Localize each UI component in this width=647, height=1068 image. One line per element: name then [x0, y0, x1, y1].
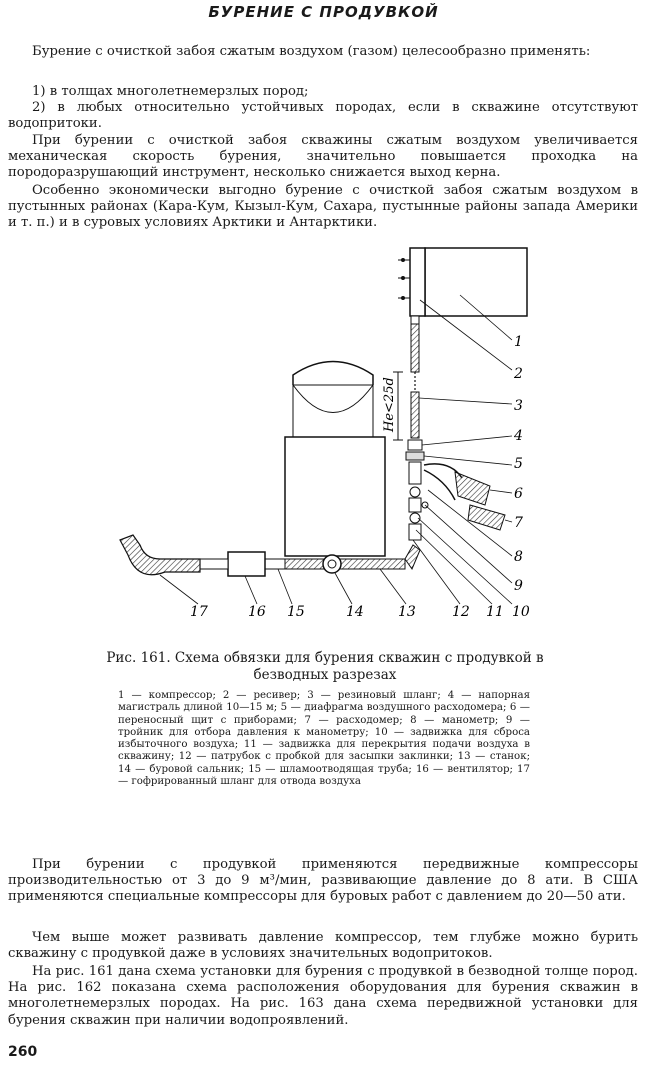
label-10: 10 — [512, 604, 530, 620]
label-17: 17 — [190, 604, 208, 620]
page-number: 260 — [8, 1044, 38, 1060]
paragraph-pressure: Чем выше может развивать давление компрессор, тем глубже можно бурить скважину с продувкой даже в условиях значительных водопритоков. — [8, 930, 638, 962]
label-8: 8 — [514, 549, 523, 565]
label-2: 2 — [514, 366, 523, 382]
label-5: 5 — [514, 456, 523, 472]
label-6: 6 — [514, 486, 523, 502]
page-title: БУРЕНИЕ С ПРОДУВКОЙ — [208, 3, 439, 21]
label-15: 15 — [287, 604, 305, 620]
paragraph-intro: Бурение с очисткой забоя сжатым воздухом (газом) целесообразно применять: — [32, 44, 591, 59]
compressor-icon — [425, 248, 527, 316]
drill-swivel-icon — [323, 555, 341, 573]
pressure-line — [411, 392, 419, 438]
drilling-rig-icon — [285, 362, 385, 557]
label-4: 4 — [514, 428, 523, 444]
label-14: 14 — [346, 604, 364, 620]
label-13: 13 — [398, 604, 416, 620]
paragraph-advantages: При бурении с очисткой забоя скважины сжатым воздухом увеличивается механическая скорость бурения, значительно повышается проходка на породоразрушающий инструмент, несколько снижается выход керна. — [8, 133, 638, 181]
paragraph-figures: На рис. 161 дана схема установки для бурения с продувкой в безводной толще пород. На рис. 162 показана схема расположения оборудования для бурения скважин в многолетнемерзлых породах. На рис. 163 дана схема передвижной установки для бурения скважин при наличии водопроявлений. — [8, 964, 638, 1028]
discharge-pipe — [285, 559, 405, 569]
label-12: 12 — [452, 604, 470, 620]
label-9: 9 — [514, 578, 523, 594]
label-3: 3 — [514, 398, 523, 414]
label-1: 1 — [514, 334, 523, 350]
figure-caption: Рис. 161. Схема обвязки для бурения скважин с продувкой в безводных разрезах — [106, 650, 544, 683]
label-7: 7 — [514, 515, 523, 531]
list-item-1: 1) в толщах многолетнемерзлых пород; — [32, 84, 309, 99]
figure-legend: 1 — компрессор; 2 — ресивер; 3 — резиновый шланг; 4 — напорная магистраль длиной 10—15 м; 5 — диафрагма воздушного расходомера; 6 — переносный щит с приборами; 7 — расходомер; 8 — манометр; 9 — тройник для отбора давления к манометру; 10 — задвижка для сброса избыточного воздуха; 11 — задвижка для перекрытия подачи воздуха в скважину; 12 — патрубок с пробкой для засыпки заклинки; 13 — станок; 14 — буровой сальник; 15 — шламоотводящая труба; 16 — вентилятор; 17 — гофрированный шланг для отвода воздуха — [118, 690, 530, 788]
paragraph-regions: Особенно экономически выгодно бурение с очисткой забоя сжатым воздухом в пустынных районах (Кара-Кум, Кызыл-Кум, Сахара, пустынные районы запада Америки и т. п.) и в суровых условиях Арктики и Антарктики. — [8, 183, 638, 231]
receiver-icon — [398, 248, 425, 316]
paragraph-compressors: При бурении с продувкой применяются передвижные компрессоры производительностью от 3 до 9 м³/мин, развивающие давление до 8 ати. В США применяются специальные компрессоры для буровых работ с давлением до 20—50 ати. — [8, 857, 638, 905]
corrugated-hose-icon — [120, 535, 200, 575]
fan-icon — [228, 552, 265, 576]
figure-161-diagram — [0, 240, 647, 645]
list-item-2: 2) в любых относительно устойчивых породах, если в скважине отсутствуют водопритоки. — [8, 100, 638, 132]
rubber-hose — [411, 324, 419, 372]
label-16: 16 — [248, 604, 266, 620]
instrument-panel-icon — [455, 472, 490, 505]
dimension-label: Не<25d — [382, 377, 397, 432]
label-11: 11 — [486, 604, 504, 620]
